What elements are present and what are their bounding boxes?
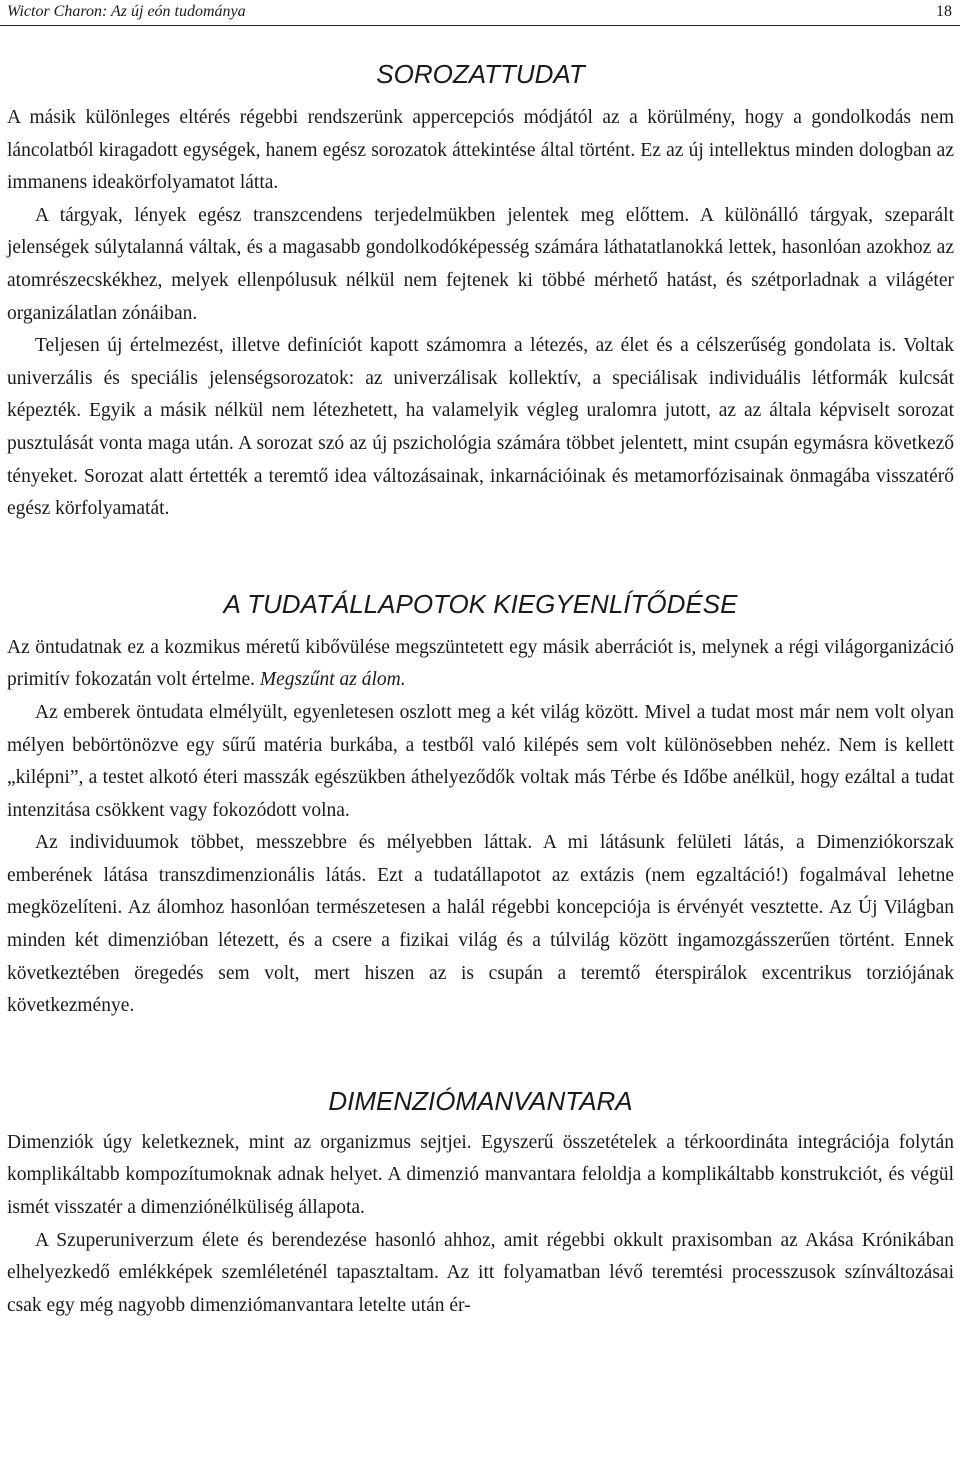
paragraph: Dimenziók úgy keletkeznek, mint az organizmus sejtjei. Egyszerű összetételek a térkoordináta integrációja folytán komplikáltabb kompozítumoknak adnak helyet. A dimenzió manvantara feloldja a komplikáltabb konstrukciót, és végül ismét visszatér a dimenziónélküliség állapota. bbox=[7, 1131, 954, 1219]
running-header bbox=[0, 0, 960, 26]
paragraph: Teljesen új értelmezést, illetve definíciót kapott számomra a létezés, az élet és a célszerűség gondolata is. Voltak univerzális és speciális jelenségsorozatok: az univerzálisak kollektív, a speciálisak individuális létformák kulcsát képezték. Egyik a másik nélkül nem létezhetett, ha valamelyik végleg uralomra jutott, az az általa képviselt sorozat pusztulását vonta maga után. A sorozat szó az új pszichológia számára többet jelentett, mint csupán egymásra következő tényeket. Sorozat alatt értették a teremtő idea változásainak, inkarnációinak és metamorfózisainak önmagába visszatérő egész körfolyamatát. bbox=[7, 335, 954, 520]
paragraph: A másik különleges eltérés régebbi rendszerünk appercepciós módjától az a körülmény, hogy a gondolkodás nem láncolatból kiragadott egységek, hanem egész sorozatok áttekintése által történt. Ez az új intellektus minden dologban az immanens ideakörfolyamatot látta. bbox=[7, 107, 954, 194]
paragraph: Az emberek öntudata elmélyült, egyenletesen oszlott meg a két világ között. Mivel a tudat most már nem volt olyan mélyen bebörtönözve egy sűrű matéria burkába, a testből való kilépés sem volt különösebben nehéz. Nem is kellett „kilépni”, a testet alkotó éteri masszák egészükben áthelyeződők voltak más Térbe és Időbe anélkül, hogy ezáltal a tudat intenzitása csökkent vagy fokozódott volna. bbox=[7, 701, 954, 821]
section-title-sorozattudat: SOROZATTUDAT bbox=[376, 59, 585, 89]
page-number: 18 bbox=[936, 3, 952, 20]
paragraph-text: Az öntudatnak ez a kozmikus méretű kibővülése megszüntetett egy másik aberrációt is, melynek a régi világorganizáció primitív fokozatán volt értelme. bbox=[7, 636, 954, 691]
section-title-tudatallapotok: A TUDATÁLLAPOTOK KIEGYENLÍTŐDÉSE bbox=[223, 588, 738, 619]
section-title-dimenziomanvantara: DIMENZIÓMANVANTARA bbox=[328, 1085, 633, 1116]
book-title-header: Wictor Charon: Az új eón tudománya bbox=[7, 3, 246, 20]
paragraph: Az individuumok többet, messzebbre és mélyebben láttak. A mi látásunk felületi látás, a Dimenziókorszak emberének látása transzdimenzionális látás. Ezt a tudatállapotot az extázis (nem egzaltáció!) fogalmával lehetne megközelíteni. Az álomhoz hasonlóan természetesen a halál régebbi koncepciója is érvényét vesztette. Az Új Világban minden két dimenzióban létezett, és a csere a fizikai világ és a túlvilág között ingamozgásszerűen történt. Ennek következtében öregedés sem volt, mert hiszen az is csupán a teremtő éterspirálok excentrikus torziójának következménye. bbox=[7, 832, 954, 1017]
italic-phrase: Megszűnt az álom. bbox=[259, 669, 406, 691]
paragraph bbox=[7, 632, 954, 697]
page-content bbox=[7, 56, 954, 1322]
paragraph: A Szuperuniverzum élete és berendezése hasonló ahhoz, amit régebbi okkult praxisomban az Akása Krónikában elhelyezkedő emlékképek szemléleténél tapasztaltam. Az itt folyamatban lévő teremtési processzusok színváltozásai csak egy még nagyobb dimenziómanvantara letelte után ér- bbox=[7, 1229, 954, 1316]
paragraph: A tárgyak, lények egész transzcendens terjedelmükben jelentek meg előttem. A különálló tárgyak, szeparált jelenségek súlytalanná váltak, és a magasabb gondolkodóképesség számára láthatatlanokká lettek, hasonlóan azokhoz az atomrészecskékhez, melyek ellenpólusuk nélkül nem fejtenek ki többé mérhető hatást, és szétporladnak a világéter organizálatlan zónáiban. bbox=[7, 204, 954, 324]
